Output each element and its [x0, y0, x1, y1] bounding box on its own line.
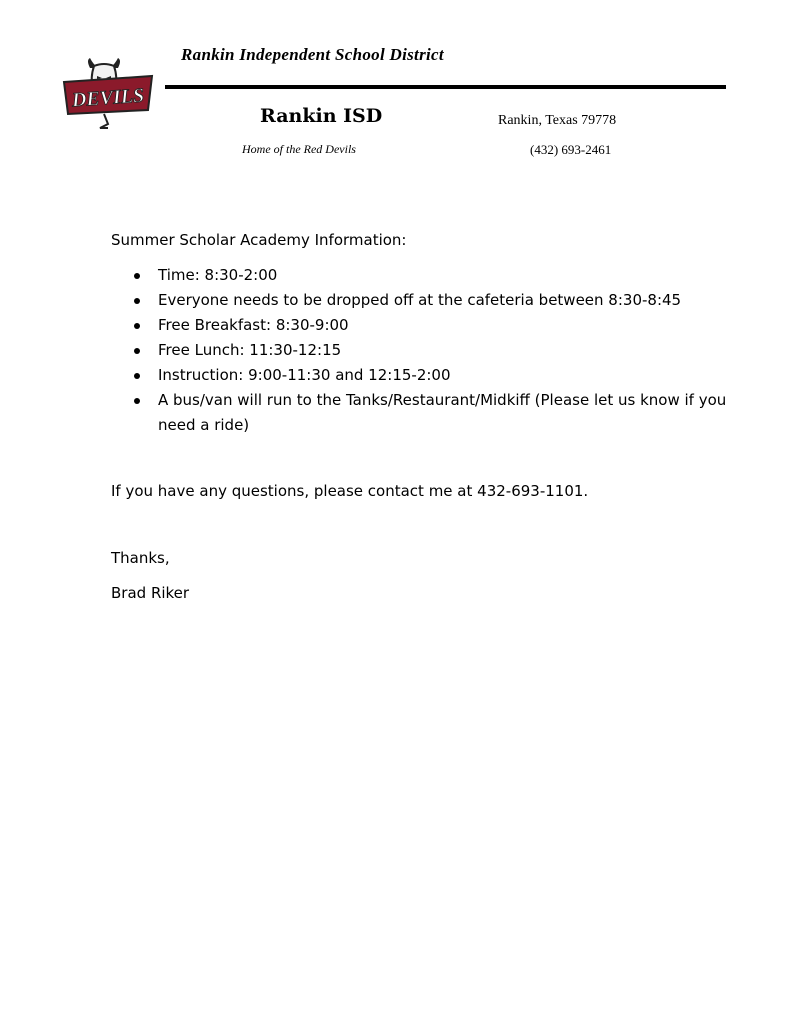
- list-item: [111, 363, 731, 388]
- school-phone: (432) 693-2461: [530, 142, 612, 157]
- list-item-text: Instruction: 9:00-11:30 and 12:15-2:00: [158, 366, 451, 384]
- bullet-icon: [134, 348, 140, 354]
- bullet-icon: [134, 373, 140, 379]
- school-address: Rankin, Texas 79778: [498, 113, 617, 128]
- list-item-text: Free Breakfast: 8:30-9:00: [158, 316, 349, 334]
- school-name: Rankin ISD: [260, 105, 383, 127]
- bullet-icon: [134, 323, 140, 329]
- list-item-text: Time: 8:30-2:00: [158, 266, 278, 284]
- list-item-text: A bus/van will run to the Tanks/Restaurant/Midkiff (Please let us know if you: [158, 391, 727, 409]
- district-name: Rankin Independent School District: [181, 45, 444, 64]
- list-item: [111, 388, 731, 438]
- info-bullet-list: [111, 263, 731, 438]
- contact-sentence: If you have any questions, please contact me at 432-693-1101.: [111, 482, 589, 500]
- header-divider: [165, 85, 726, 89]
- list-item: [111, 288, 731, 313]
- school-motto: Home of the Red Devils: [242, 142, 356, 156]
- list-item-text: Everyone needs to be dropped off at the cafeteria between 8:30-8:45: [158, 291, 682, 309]
- bullet-icon: [134, 298, 140, 304]
- logo-text: DEVILS: [71, 84, 145, 112]
- list-item-text: Free Lunch: 11:30-12:15: [158, 341, 342, 359]
- list-item-text-continued: need a ride): [158, 416, 250, 434]
- bullet-icon: [134, 398, 140, 404]
- letter-intro: Summer Scholar Academy Information:: [111, 231, 407, 249]
- list-item: [111, 338, 731, 363]
- list-item: [111, 263, 731, 288]
- bullet-icon: [134, 273, 140, 279]
- red-devil-logo: [60, 58, 156, 130]
- signature: Brad Riker: [111, 584, 190, 602]
- closing: Thanks,: [111, 549, 170, 567]
- list-item: [111, 313, 731, 338]
